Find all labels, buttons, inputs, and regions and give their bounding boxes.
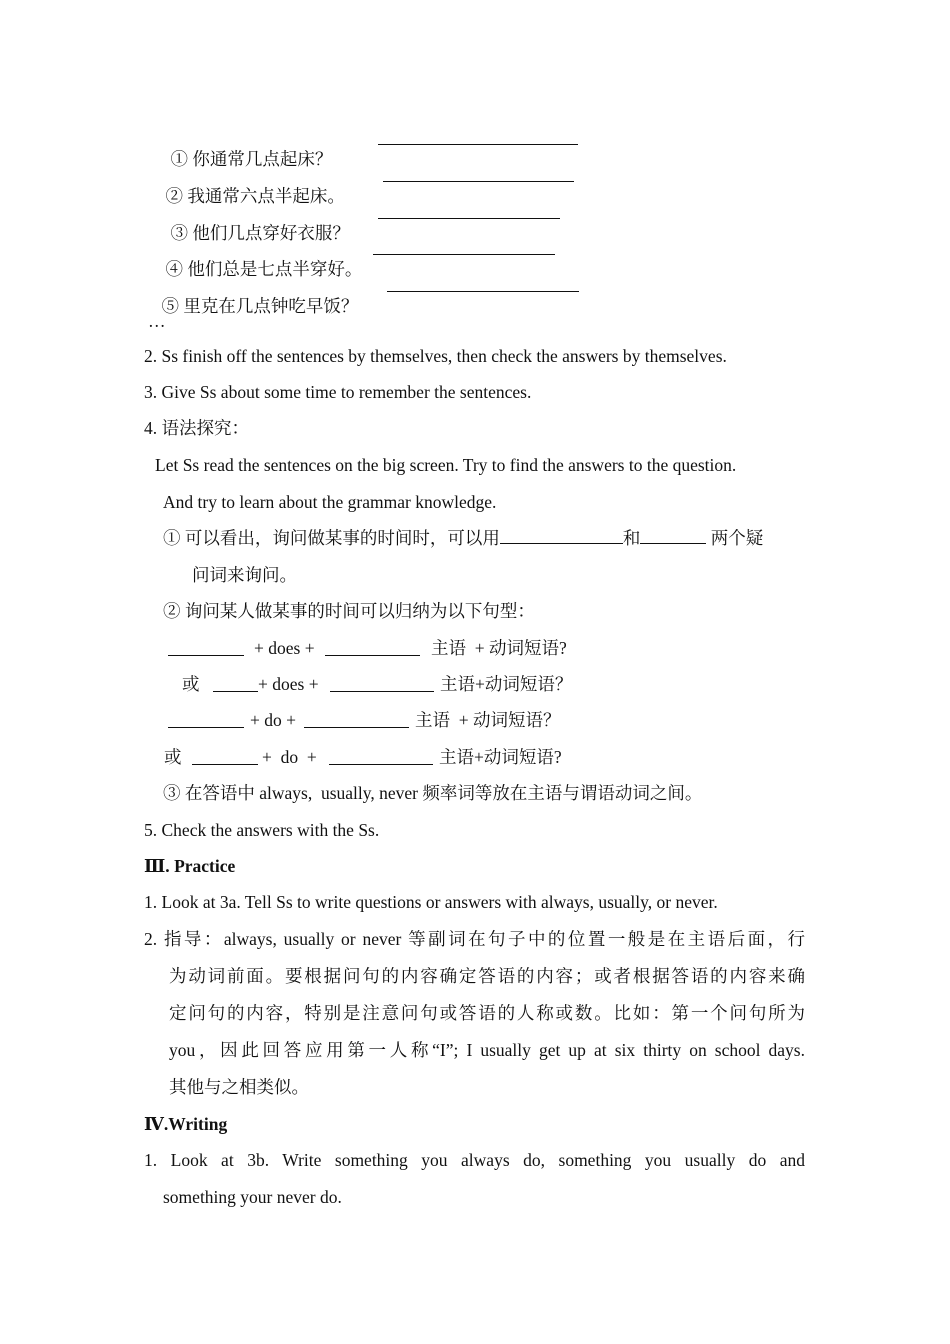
question-3: ③ 他们几点穿好衣服？ — [170, 223, 350, 243]
writing-heading: Ⅳ.Writing — [144, 1114, 228, 1134]
writing-item-1-line1: 1. Look at 3b. Write something you always do, something you usually do and — [144, 1150, 805, 1170]
pattern-2-blank-b[interactable] — [330, 675, 434, 692]
question-5: ⑤ 里克在几点钟吃早饭？ — [161, 296, 359, 316]
answer-blank-2[interactable] — [383, 165, 574, 182]
step-2: 2. Ss finish off the sentences by themselves, then check the answers by themselves. — [144, 346, 727, 366]
pattern-4-subject: 主语+动词短语? — [439, 747, 562, 767]
practice-item-1: 1. Look at 3a. Tell Ss to write questions or answers with always, usually, or never. — [144, 892, 718, 912]
pattern-4-do: + do + — [262, 747, 317, 767]
grammar-point-2: ② 询问某人做某事的时间可以归纳为以下句型： — [163, 601, 535, 621]
pattern-2-subject: 主语+动词短语？ — [440, 674, 573, 694]
step-4-instruction-line2: And try to learn about the grammar knowledge. — [163, 492, 497, 512]
practice-item-2-line5: 其他与之相类似。 — [169, 1077, 309, 1097]
step-5: 5. Check the answers with the Ss. — [144, 820, 380, 840]
step-4-instruction-line1: Let Ss read the sentences on the big screen. Try to find the answers to the question. — [155, 455, 737, 475]
pattern-3-do: + do + — [250, 710, 296, 730]
grammar-blank-1[interactable] — [500, 527, 623, 544]
practice-item-2-line2: 为动词前面。要根据问句的内容确定答语的内容；或者根据答语的内容来确 — [169, 966, 805, 986]
practice-item-2-line3: 定问句的内容，特别是注意问句或答语的人称或数。比如：第一个问句所为 — [169, 1003, 805, 1023]
grammar-point-3: ③ 在答语中 always, usually, never 频率词等放在主语与谓语动词之间。 — [163, 783, 703, 803]
pattern-3-subject: 主语 + 动词短语？ — [415, 710, 561, 730]
answer-blank-5[interactable] — [387, 275, 579, 292]
practice-item-2-line1: 2. 指导：always, usually or never 等副词在句子中的位置一般是在主语后面，行 — [144, 929, 805, 949]
answer-blank-3[interactable] — [378, 202, 560, 219]
pattern-2-or: 或 — [182, 674, 200, 694]
pattern-3-blank-b[interactable] — [304, 711, 409, 728]
question-4: ④ 他们总是七点半穿好。 — [165, 259, 363, 279]
pattern-2-does: + does + — [258, 674, 319, 694]
pattern-1-subject: 主语 + 动词短语? — [431, 638, 567, 658]
practice-item-2-line4: you，因此回答应用第一人称“I”; I usually get up at six thirty on school days. — [169, 1040, 805, 1060]
question-2: ② 我通常六点半起床。 — [165, 186, 345, 206]
grammar-point-1: ① 可以看出，询问做某事的时间时，可以用 和 两个疑 — [163, 528, 764, 548]
ellipsis: … — [148, 311, 166, 331]
step-4: 4. 语法探究： — [144, 418, 249, 438]
practice-heading: Ⅲ. Practice — [144, 856, 236, 876]
pattern-4-blank-b[interactable] — [329, 748, 433, 765]
step-3: 3. Give Ss about some time to remember the sentences. — [144, 382, 532, 402]
pattern-4-blank-a[interactable] — [192, 748, 258, 765]
answer-blank-1[interactable] — [378, 128, 578, 145]
grammar-point-1-line2: 问词来询问。 — [192, 565, 297, 585]
question-1: ① 你通常几点起床？ — [170, 149, 333, 169]
pattern-1-blank-b[interactable] — [325, 639, 420, 656]
answer-blank-4[interactable] — [373, 238, 555, 255]
pattern-1-blank-a[interactable] — [168, 639, 244, 656]
writing-item-1-line2: something your never do. — [163, 1187, 342, 1207]
pattern-1-does: + does + — [254, 638, 315, 658]
pattern-3-blank-a[interactable] — [168, 711, 244, 728]
pattern-4-or: 或 — [164, 747, 182, 767]
grammar-blank-2[interactable] — [640, 527, 706, 544]
pattern-2-blank-a[interactable] — [213, 675, 258, 692]
